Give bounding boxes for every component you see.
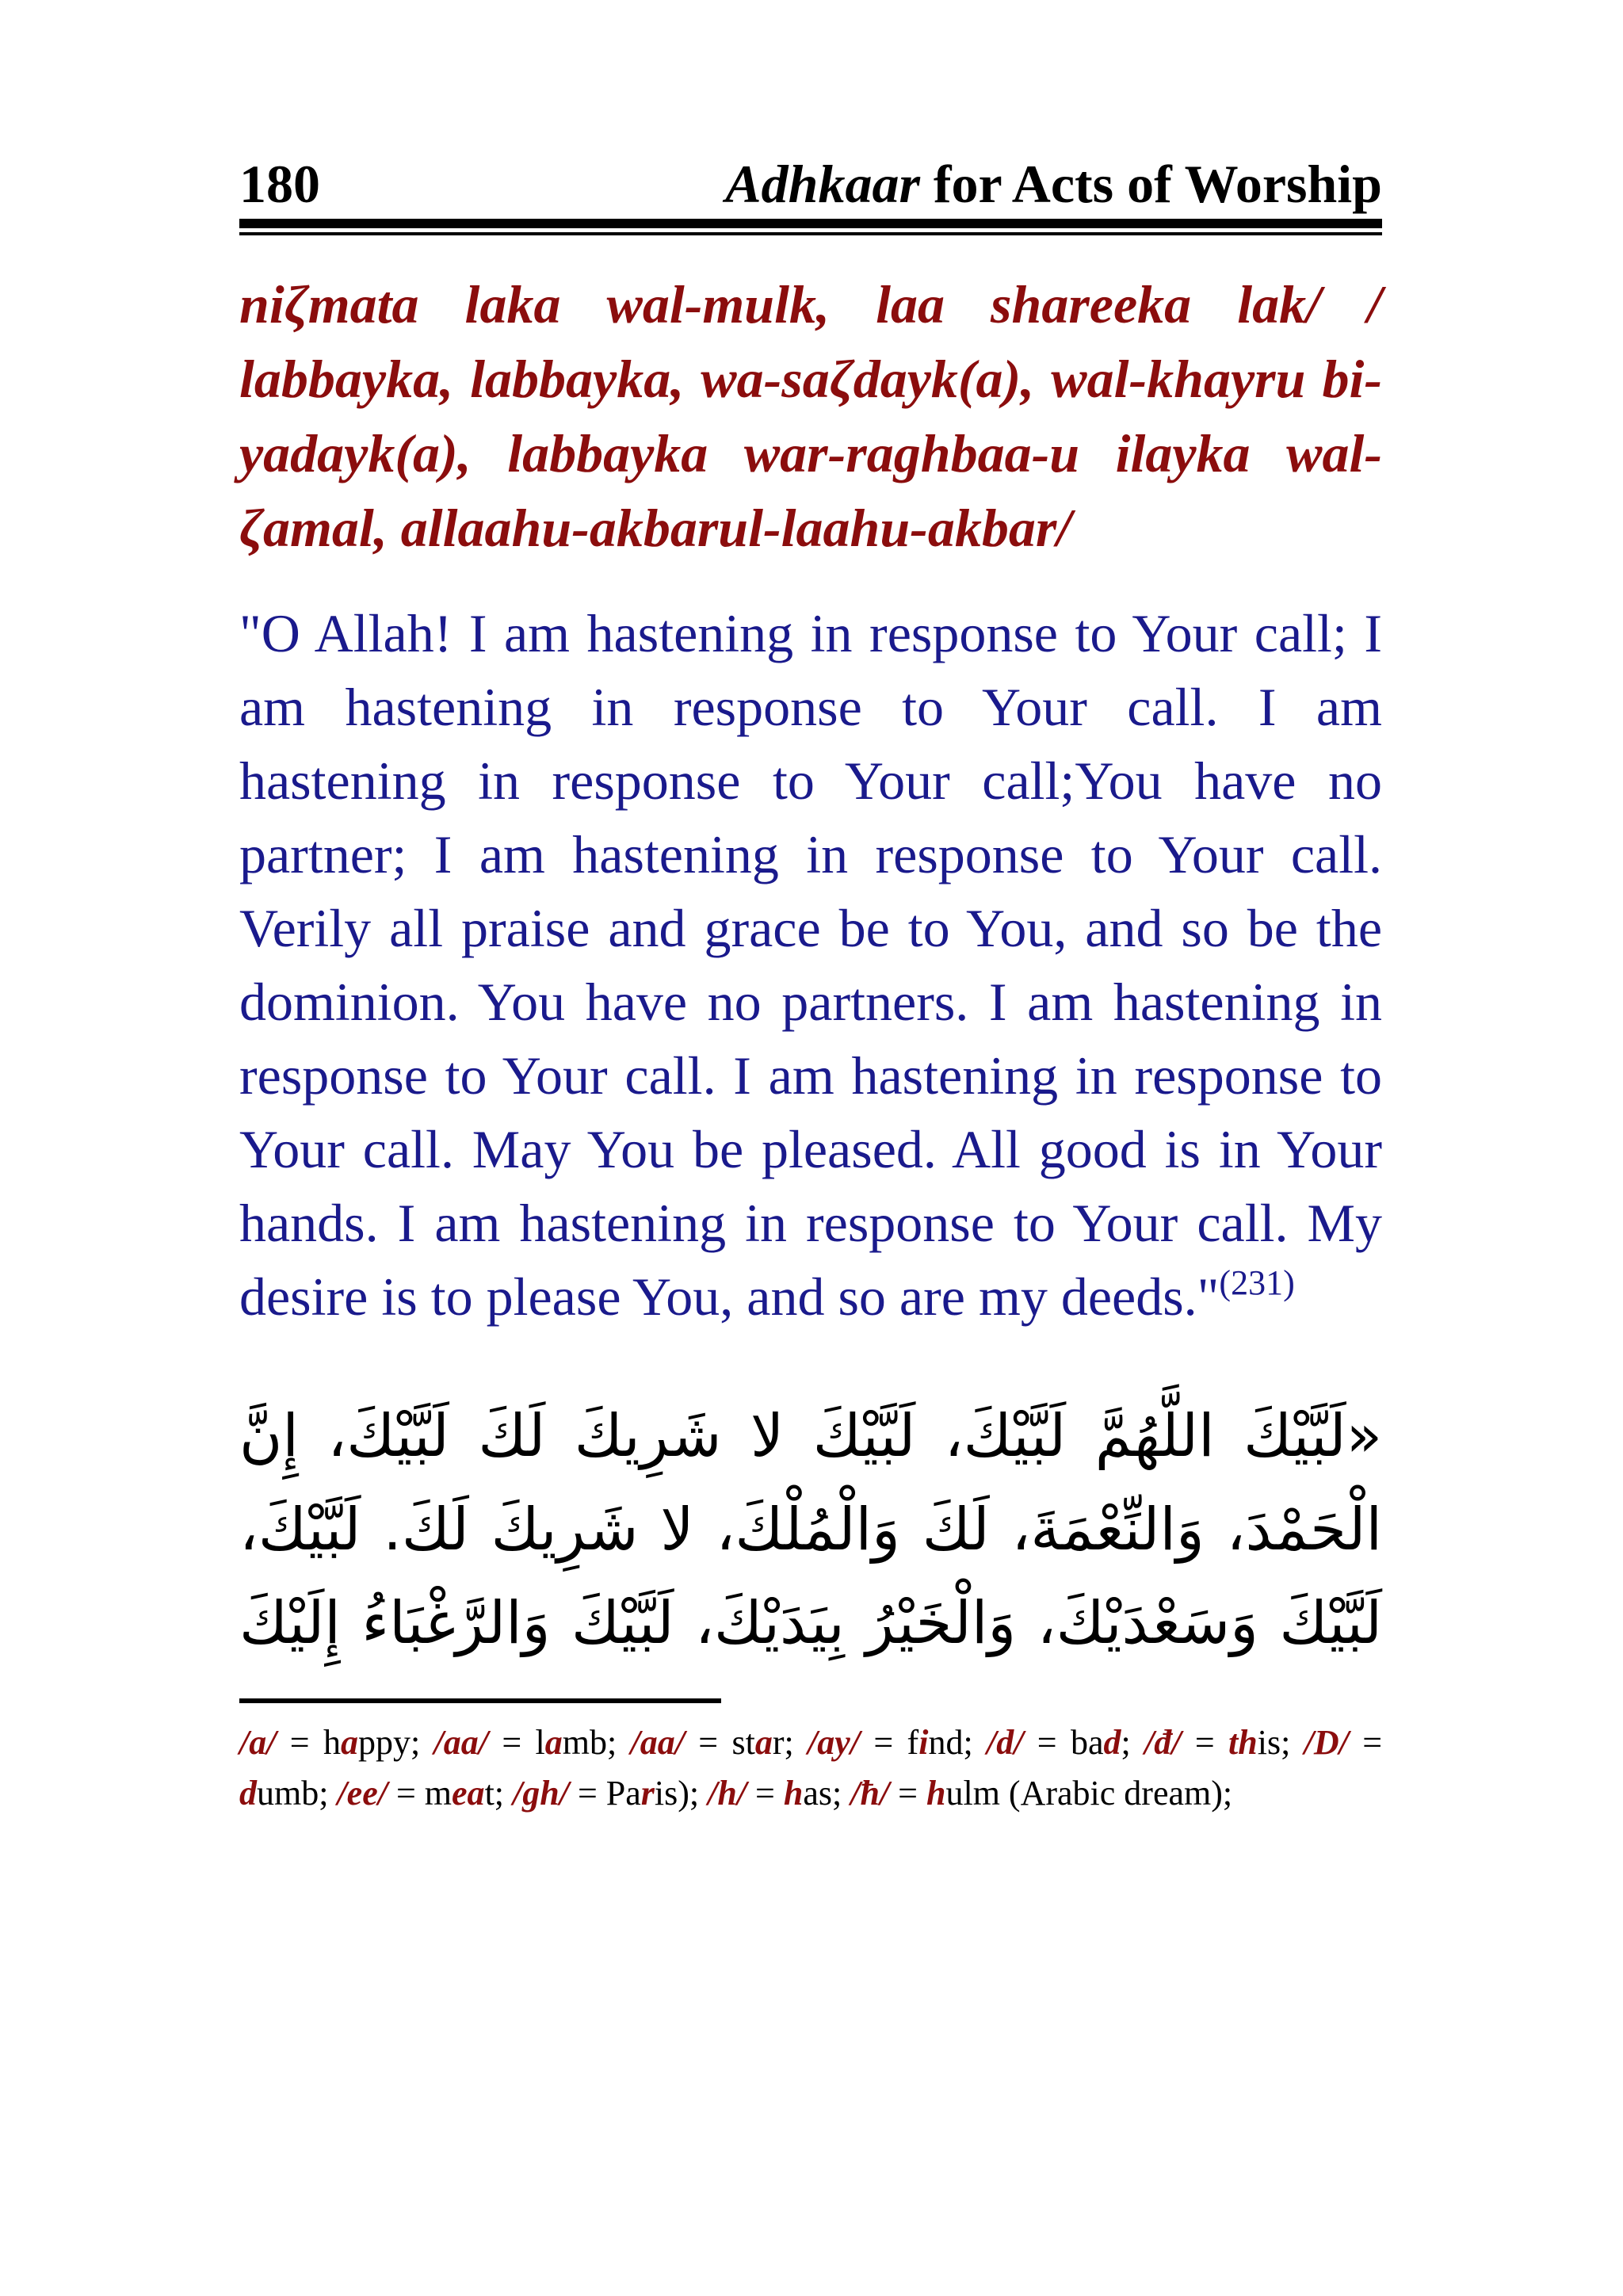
example-word-end: mb;: [562, 1723, 617, 1762]
example-word-highlight: th: [1228, 1723, 1258, 1762]
example-word-highlight: h: [783, 1774, 804, 1813]
key-symbol: /đ/: [1144, 1723, 1182, 1762]
footnote-rule: [239, 1698, 721, 1703]
pronunciation-key-entry: /h/ = has;: [708, 1774, 842, 1813]
example-word-highlight: h: [926, 1774, 946, 1813]
example-word-end: ;: [1121, 1723, 1131, 1762]
book-page: [239, 141, 1382, 1819]
key-symbol: /d/: [987, 1723, 1024, 1762]
key-symbol: /D/: [1304, 1723, 1349, 1762]
pronunciation-key-list: [239, 1723, 1382, 1813]
transliteration-paragraph: niζmata laka wal-mulk, laa shareeka lak/ / labbayka, labbayka, wa-saζdayk(a), wal-khayru bi-yadayk(a), labbayka war-raghbaa-u ilayka wal-ζamal, allaahu-akbarul-laahu-akbar/: [239, 274, 1382, 558]
example-word-end: ulm (Arabic dream);: [945, 1774, 1233, 1813]
arabic-text: «لَبَّيْكَ اللَّهُمَّ لَبَّيْكَ، لَبَّيْكَ لا شَرِيكَ لَكَ لَبَّيْكَ، إِنَّ الْحَمْدَ، وَالنِّعْمَةَ، لَكَ وَالْمُلْكَ، لا شَرِيكَ لَكَ. لَبَّيْكَ، لَبَّيْكَ وَسَعْدَيْكَ، وَالْخَيْرُ بِيَدَيْكَ، لَبَّيْكَ وَالرَّغْبَاءُ إِلَيْكَ: [239, 1402, 1382, 1657]
key-symbol: /aa/: [433, 1723, 488, 1762]
key-symbol: /h/: [708, 1774, 747, 1813]
key-symbol: /ay/: [808, 1723, 861, 1762]
example-word-start: st: [731, 1723, 755, 1762]
key-symbol: /gh/: [513, 1774, 569, 1813]
example-word-end: is;: [1257, 1723, 1291, 1762]
example-word-end: umb;: [257, 1774, 329, 1813]
example-word-end: nd;: [928, 1723, 973, 1762]
example-word-start: m: [424, 1774, 453, 1813]
footnote-reference: (231): [1219, 1263, 1295, 1302]
pronunciation-key-entry: /aa/ = star;: [630, 1723, 794, 1762]
example-word-start: Pa: [605, 1774, 641, 1813]
pronunciation-key-entry: /a/ = happy;: [239, 1723, 421, 1762]
example-word-end: r;: [772, 1723, 794, 1762]
key-symbol: /a/: [239, 1723, 277, 1762]
pronunciation-key: [239, 1717, 1382, 1819]
example-word-highlight: d: [1103, 1723, 1121, 1762]
key-symbol: /ħ/: [850, 1774, 890, 1813]
example-word-highlight: d: [239, 1774, 257, 1813]
running-title-rest: for Acts of Worship: [919, 154, 1382, 214]
example-word-start: l: [535, 1723, 545, 1762]
translation-text: "O Allah! I am hastening in response to Your call; I am hastening in response to Your call. I am hastening in response to Your call;You have no partner; I am hastening in response to Your call. Verily all praise and grace be to You, and so be the dominion. You have no partners. I am hastening in response to Your call. I am hastening in response to Your call. May You be pleased. All good is in Your hands. I am hastening in response to Your call. My desire is to please You, and so are my deeds.": [239, 603, 1382, 1327]
pronunciation-key-entry: /aa/ = lamb;: [433, 1723, 617, 1762]
running-title-italic: Adhkaar: [725, 154, 920, 214]
example-word-end: is);: [654, 1774, 700, 1813]
running-title: [725, 154, 1382, 214]
example-word-highlight: a: [340, 1723, 358, 1762]
header-rule-thin: [239, 232, 1382, 235]
pronunciation-key-entry: /ay/ = find;: [808, 1723, 973, 1762]
pronunciation-key-entry: /ee/ = meat;: [337, 1774, 505, 1813]
pronunciation-key-entry: /gh/ = Paris);: [513, 1774, 700, 1813]
header-rule-thick: [239, 219, 1382, 228]
translation-paragraph: [239, 597, 1382, 1334]
pronunciation-key-entry: /ħ/ = hulm (Arabic dream);: [850, 1774, 1233, 1813]
page-number: 180: [239, 154, 320, 214]
pronunciation-key-entry: /d/ = bad;: [987, 1723, 1131, 1762]
example-word-highlight: i: [918, 1723, 929, 1762]
pronunciation-key-entry: /D/ = dumb;: [239, 1723, 1383, 1813]
key-symbol: /ee/: [337, 1774, 388, 1813]
example-word-end: as;: [803, 1774, 842, 1813]
example-word-highlight: a: [754, 1723, 773, 1762]
example-word-highlight: a: [544, 1723, 563, 1762]
example-word-highlight: ea: [452, 1774, 485, 1813]
example-word-start: f: [907, 1723, 919, 1762]
example-word-end: ppy;: [357, 1723, 421, 1762]
example-word-start: h: [323, 1723, 341, 1762]
running-header: [239, 141, 1382, 214]
key-symbol: /aa/: [630, 1723, 685, 1762]
pronunciation-key-entry: /đ/ = this;: [1144, 1723, 1291, 1762]
example-word-highlight: r: [640, 1774, 655, 1813]
example-word-end: t;: [484, 1774, 505, 1813]
example-word-start: ba: [1070, 1723, 1104, 1762]
